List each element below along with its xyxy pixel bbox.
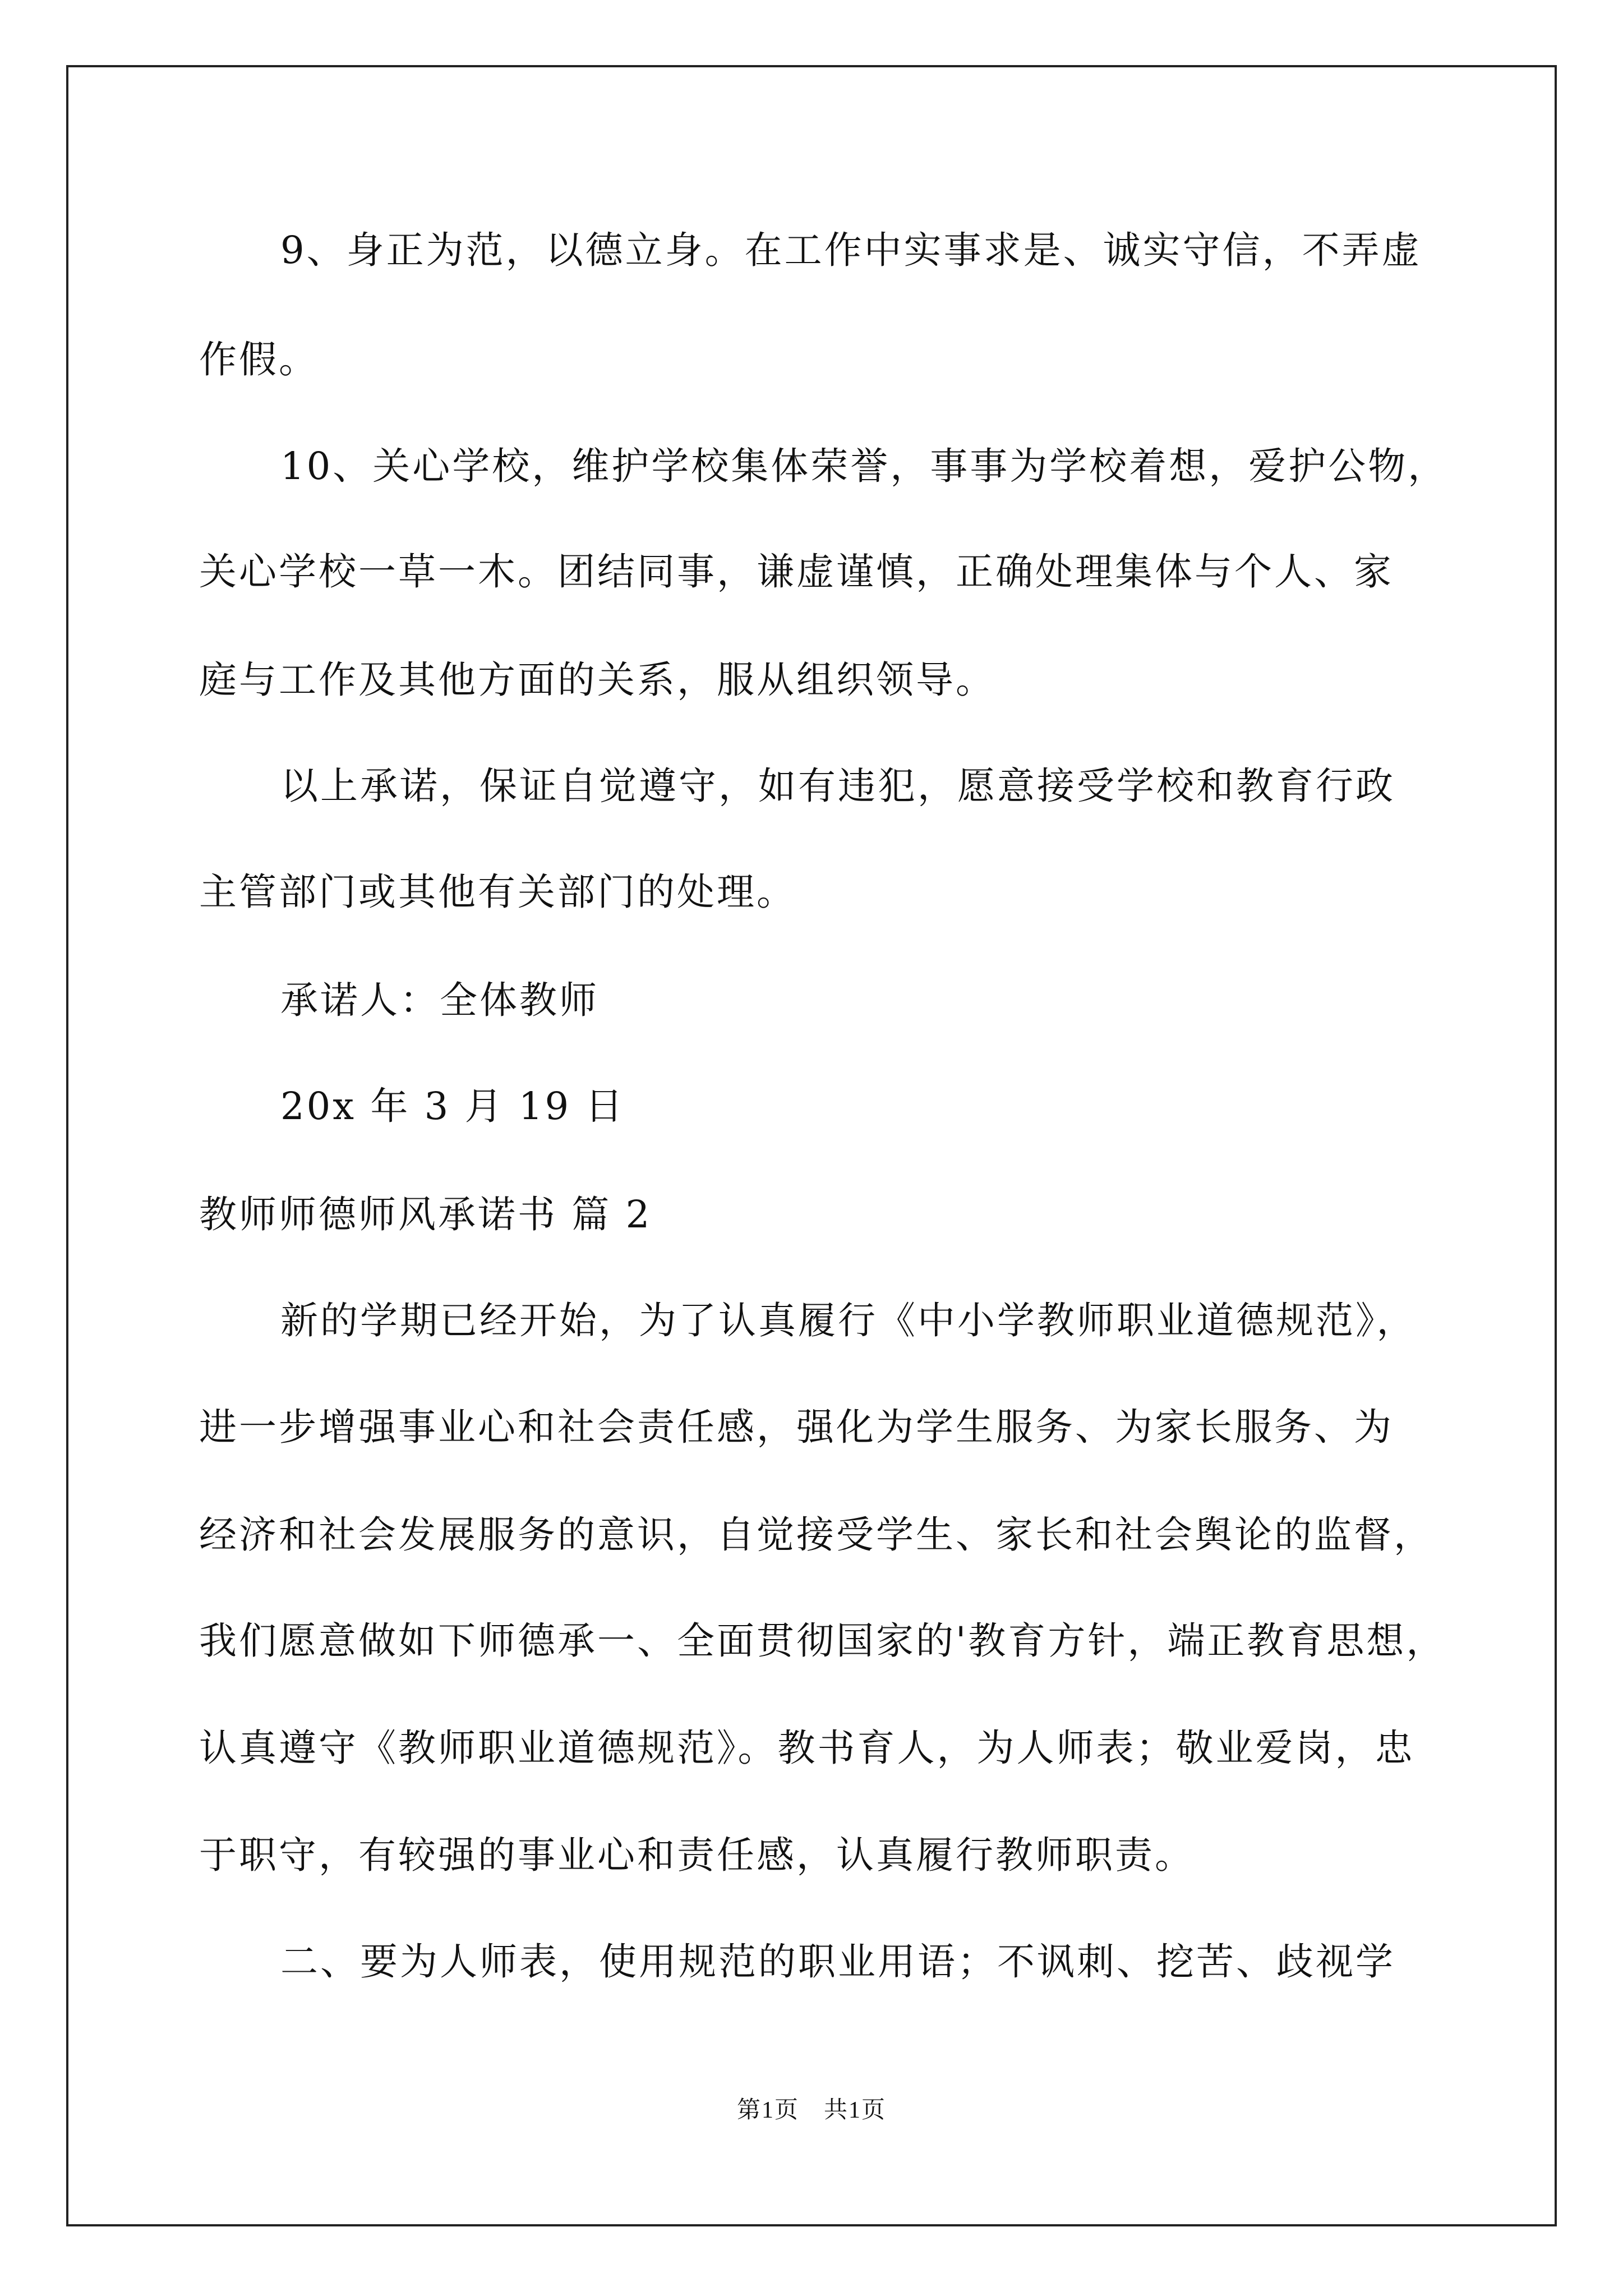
paragraph-line: 以上承诺，保证自觉遵守，如有违犯，愿意接受学校和教育行政: [280, 764, 1395, 808]
paragraph-line: 二、要为人师表，使用规范的职业用语；不讽刺、挖苦、歧视学: [280, 1940, 1395, 1984]
paragraph-line: 10、关心学校，维护学校集体荣誉，事事为学校着想，爱护公物，: [280, 444, 1448, 488]
paragraph-line: 主管部门或其他有关部门的处理。: [199, 870, 796, 914]
paragraph-line: 认真遵守《教师职业道德规范》。教书育人，为人师表；敬业爱岗，忠: [199, 1726, 1415, 1770]
paragraph-line: 关心学校一草一木。团结同事，谦虚谨慎，正确处理集体与个人、家: [199, 550, 1394, 593]
paragraph-line: 新的学期已经开始，为了认真履行《中小学教师职业道德规范》，: [280, 1299, 1417, 1342]
section-title: 教师师德师风承诺书 篇 2: [199, 1193, 652, 1236]
date-line: 20x 年 3 月 19 日: [280, 1084, 625, 1128]
paragraph-line: 经济和社会发展服务的意识，自觉接受学生、家长和社会舆论的监督，: [199, 1513, 1433, 1557]
paragraph-line: 9、身正为范，以德立身。在工作中实事求是、诚实守信，不弄虚: [280, 228, 1422, 272]
signatory-line: 承诺人：全体教师: [280, 978, 599, 1022]
paragraph-line: 庭与工作及其他方面的关系，服从组织领导。: [199, 658, 995, 702]
paragraph-line: 进一步增强事业心和社会责任感，强化为学生服务、为家长服务、为: [199, 1405, 1394, 1449]
paragraph-line: 我们愿意做如下师德承一、全面贯彻国家的'教育方针，端正教育思想，: [199, 1619, 1446, 1663]
page-border: [66, 65, 1557, 2226]
paragraph-line: 作假。: [199, 338, 319, 381]
page-footer: 第1页 共1页: [736, 2097, 886, 2123]
paragraph-line: 于职守，有较强的事业心和责任感，认真履行教师职责。: [199, 1833, 1195, 1877]
